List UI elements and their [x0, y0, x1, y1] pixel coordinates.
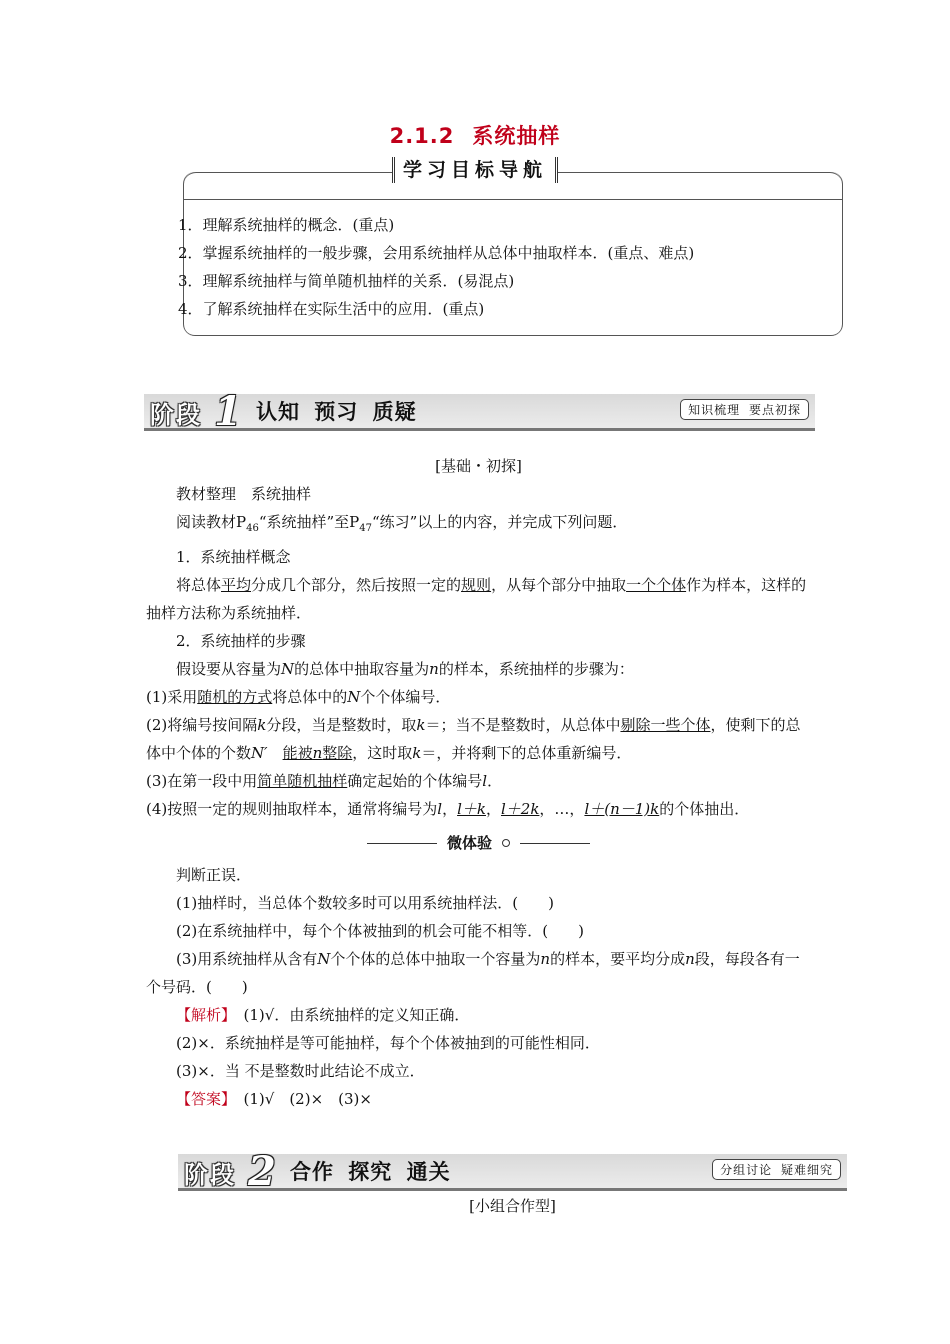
step-3: (3)在第一段中用简单随机抽样确定起始的个体编号l．: [146, 772, 503, 790]
section-number: 2.1.2: [389, 124, 455, 148]
section-bracket-label: [基础・初探]: [435, 457, 522, 475]
section-1-body: [146, 452, 811, 1113]
section-2-bracket-label: [小组合作型]: [469, 1197, 556, 1215]
answer-line: 【答案】 (1)√ (2)× (3)×: [176, 1090, 372, 1108]
section-name: 系统抽样: [472, 124, 561, 148]
stage-number: 1: [214, 388, 242, 435]
learning-goals-list: [178, 211, 694, 323]
goal-item: 4．了解系统抽样在实际生活中的应用．(重点): [178, 300, 485, 318]
stage-2-bar: [178, 1148, 847, 1195]
concept-paragraph: 将总体平均分成几个部分，然后按照一定的规则，从每个部分中抽取一个个体作为样本，这样的抽样方法称为系统抽样．: [146, 576, 807, 622]
analysis-1: 【解析】 (1)√．由系统抽样的定义知正确．: [176, 1006, 470, 1024]
learning-goals-heading: 学习目标导航: [0, 157, 950, 183]
question-3: (3)用系统抽样从含有N个个体的总体中抽取一个容量为n的样本，要平均分成n段，每段各有一个号码．( ): [146, 950, 800, 996]
analysis-3: (3)×．当 不是整数时此结论不成立．: [176, 1062, 425, 1080]
stage-1-bar: [144, 388, 815, 435]
stage-tag: 知识梳理 要点初探: [680, 399, 809, 420]
topic-heading: 教材整理 系统抽样: [176, 485, 312, 503]
steps-intro: 假设要从容量为N的总体中抽取容量为n的样本，系统抽样的步骤为：: [176, 660, 634, 678]
subheading-concept: 1．系统抽样概念: [176, 548, 291, 566]
stage-tag: 分组讨论 疑难细究: [712, 1159, 841, 1180]
step-1: (1)采用随机的方式将总体中的N个个体编号．: [146, 688, 451, 706]
reading-instruction: 阅读教材$P_{46}“$系统抽样”至$P_{47}“$练习”以上的内容，并完成下列问题．: [176, 513, 628, 534]
stage-name: 合作 探究 通关: [290, 1160, 451, 1184]
answer-label: 【答案】: [176, 1090, 229, 1108]
analysis-label: 【解析】: [176, 1006, 229, 1024]
subheading-steps: 2．系统抽样的步骤: [176, 632, 306, 650]
stage-label: 阶段: [150, 401, 202, 429]
question-1: (1)抽样时，当总体个数较多时可以用系统抽样法．( ): [176, 894, 554, 912]
stage-number: 2: [248, 1148, 276, 1195]
micro-experience-heading: 微体验: [146, 829, 811, 857]
goal-item: 1．理解系统抽样的概念．(重点): [178, 216, 395, 234]
question-2: (2)在系统抽样中，每个个体被抽到的机会可能不相等．( ): [176, 922, 584, 940]
section-title: [0, 120, 950, 150]
judge-prompt: 判断正误．: [176, 866, 252, 884]
stage-label: 阶段: [184, 1161, 236, 1189]
step-4: (4)按照一定的规则抽取样本，通常将编号为l，l＋k，l＋2k，…，l＋(n－1)k的个体抽出．: [146, 800, 750, 818]
goal-item: 3．理解系统抽样与简单随机抽样的关系．(易混点): [178, 272, 515, 290]
goal-item: 2．掌握系统抽样的一般步骤，会用系统抽样从总体中抽取样本．(重点、难点): [178, 244, 695, 262]
stage-name: 认知 预习 质疑: [256, 400, 417, 424]
analysis-2: (2)×．系统抽样是等可能抽样，每个个体被抽到的可能性相同．: [176, 1034, 600, 1052]
step-2: (2)将编号按间隔k分段，当是整数时，取k＝；当不是整数时，从总体中剔除一些个体，使剩下的总体中个体的个数N′ 能被n整除，这时取k＝，并将剩下的总体重新编号．: [146, 716, 801, 762]
